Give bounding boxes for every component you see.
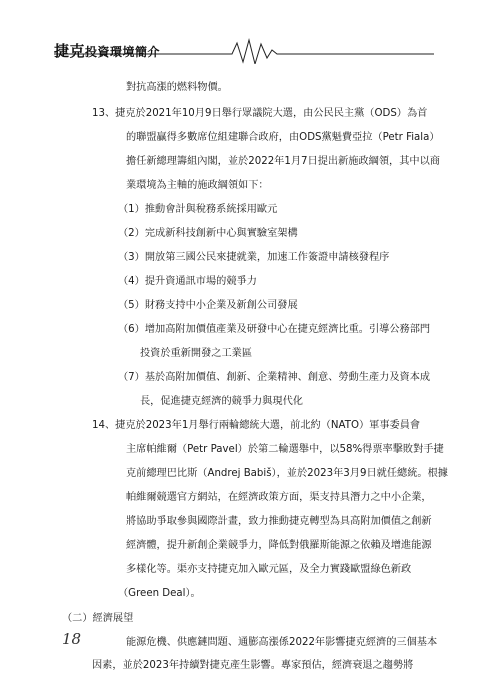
text-line: （3）開放第三國公民來捷就業，加速工作簽證申請核發程序 [118, 252, 390, 263]
text-line: （7）基於高附加價值、創新、企業精神、創意、勞動生產力及資本成 [118, 372, 431, 383]
text-line: （4）提升資通訊市場的競爭力 [118, 276, 257, 287]
text-line: 14、捷克於2023年1月舉行兩輪總統大選，前北約（NATO）軍事委員會 [92, 420, 421, 431]
text-line: （二）經濟展望 [62, 613, 134, 624]
header-title-main: 捷克 [54, 42, 86, 60]
text-line: （6）增加高附加價值產業及研發中心在捷克經濟比重。引導公務部門 [118, 324, 431, 335]
text-line: （1）推動會計與稅務系統採用歐元 [118, 204, 278, 215]
text-line: 克前總理巴比斯（Andrej Babiš），並於2023年3月9日就任總統。根據 [126, 468, 448, 479]
text-line: 帕維爾競選官方網站，在經濟政策方面，渠支持具潛力之中小企業， [126, 492, 432, 503]
header-title-sub: 投資環境簡介 [85, 45, 161, 59]
text-line: 對抗高漲的燃料物價。 [126, 82, 228, 93]
text-line: 13、捷克於2021年10月9日舉行眾議院大選，由公民民主黨（ODS）為首 [92, 108, 428, 119]
text-line: （5）財務支持中小企業及新創公司發展 [118, 300, 298, 311]
text-line: 多樣化等。渠亦支持捷克加入歐元區，及全力實踐歐盟綠色新政 [126, 564, 412, 575]
text-line: 的聯盟贏得多數席位組建聯合政府，由ODS黨魁費亞拉（Petr Fiala） [126, 132, 440, 143]
text-line: 主席帕維爾（Petr Pavel）於第二輪選舉中，以58%得票率擊敗對手捷 [126, 444, 444, 455]
text-line: （2）完成新科技創新中心與實驗室架構 [118, 228, 298, 239]
text-line: （Green Deal）。 [118, 588, 201, 599]
text-line: 擔任新總理籌組內閣，並於2022年1月7日提出新施政綱領，其中以商 [126, 156, 440, 167]
text-line: 能源危機、供應鏈問題、通膨高漲係2022年影響捷克經濟的三個基本 [126, 637, 438, 648]
text-line: 經濟體，提升新創企業競爭力，降低對俄羅斯能源之依賴及增進能源 [126, 540, 432, 551]
text-line: 投資於重新開發之工業區 [140, 348, 253, 359]
text-line: 業環境為主軸的施政綱領如下： [126, 180, 269, 191]
text-line: 因素，並於2023年持續對捷克產生影響。專家預估，經濟衰退之趨勢將 [92, 660, 414, 671]
text-line: 將協助爭取參與國際計畫，致力推動捷克轉型為具高附加價值之創新 [126, 516, 432, 527]
text-line: 長，促進捷克經濟的競爭力與現代化 [140, 396, 303, 407]
page-number: 18 [62, 630, 82, 648]
